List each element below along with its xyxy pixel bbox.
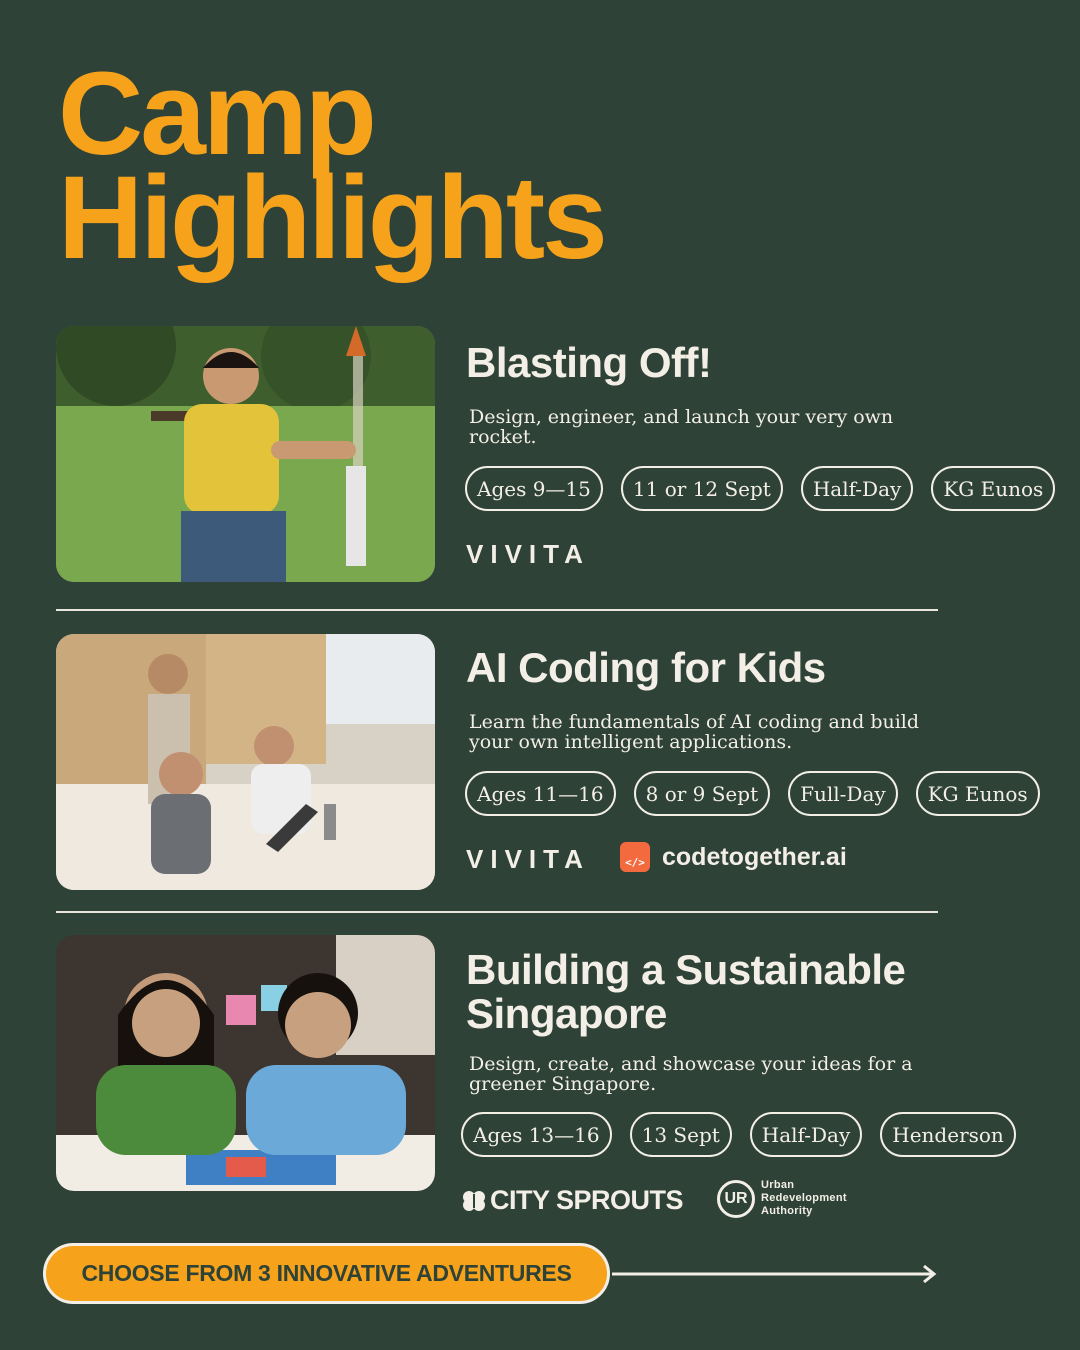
tag-duration: Half-Day xyxy=(750,1112,862,1157)
arrow-right-icon xyxy=(612,1264,940,1284)
camp-1-tags xyxy=(465,466,1055,511)
tag-date: 11 or 12 Sept xyxy=(621,466,783,511)
codetogether-wordmark: codetogether.ai xyxy=(662,842,847,871)
camp-3-tags xyxy=(461,1112,1016,1157)
ura-line-2: Redevelopment xyxy=(761,1192,847,1204)
tag-location: Henderson xyxy=(880,1112,1016,1157)
sprout-icon xyxy=(462,1190,486,1212)
ura-line-3: Authority xyxy=(761,1205,813,1217)
tag-duration: Full-Day xyxy=(788,771,898,816)
tag-ages: Ages 9—15 xyxy=(465,466,603,511)
ura-logo xyxy=(717,1179,847,1218)
tag-date: 13 Sept xyxy=(630,1112,732,1157)
students-drawing-photo xyxy=(56,935,435,1191)
tag-location: KG Eunos xyxy=(931,466,1055,511)
ura-emblem-icon: UR xyxy=(717,1180,755,1218)
coding-class-photo xyxy=(56,634,435,890)
vivita-logo: VIVITA xyxy=(466,539,590,569)
vivita-logo: VIVITA xyxy=(466,844,590,874)
tag-duration: Half-Day xyxy=(801,466,913,511)
tag-date: 8 or 9 Sept xyxy=(634,771,771,816)
camp-2-tags xyxy=(465,771,1040,816)
page-title xyxy=(58,48,605,284)
tag-ages: Ages 11—16 xyxy=(465,771,616,816)
ura-line-1: Urban xyxy=(761,1179,795,1191)
camp-1-heading: Blasting Off! xyxy=(466,339,712,386)
divider xyxy=(56,911,938,913)
codetogether-logo xyxy=(620,842,847,872)
camp-2-heading: AI Coding for Kids xyxy=(466,644,826,691)
camp-2-description: Learn the fundamentals of AI coding and build your own intelligent applications. xyxy=(469,711,920,753)
title-line-1: Camp xyxy=(58,48,374,180)
camp-3-heading: Building a Sustainable Singapore xyxy=(466,946,906,1037)
camp-1-description: Design, engineer, and launch your very own rocket. xyxy=(469,406,894,448)
city-sprouts-logo xyxy=(462,1185,683,1216)
title-line-2: Highlights xyxy=(58,152,605,284)
tag-location: KG Eunos xyxy=(916,771,1040,816)
divider xyxy=(56,609,938,611)
tag-ages: Ages 13—16 xyxy=(461,1112,612,1157)
city-sprouts-wordmark: CITY SPROUTS xyxy=(490,1185,684,1215)
rocket-launch-photo xyxy=(56,326,435,582)
code-icon: </> xyxy=(620,842,650,872)
camp-3-description: Design, create, and showcase your ideas for a greener Singapore. xyxy=(469,1053,913,1095)
cta-button[interactable]: CHOOSE FROM 3 INNOVATIVE ADVENTURES xyxy=(43,1243,610,1304)
